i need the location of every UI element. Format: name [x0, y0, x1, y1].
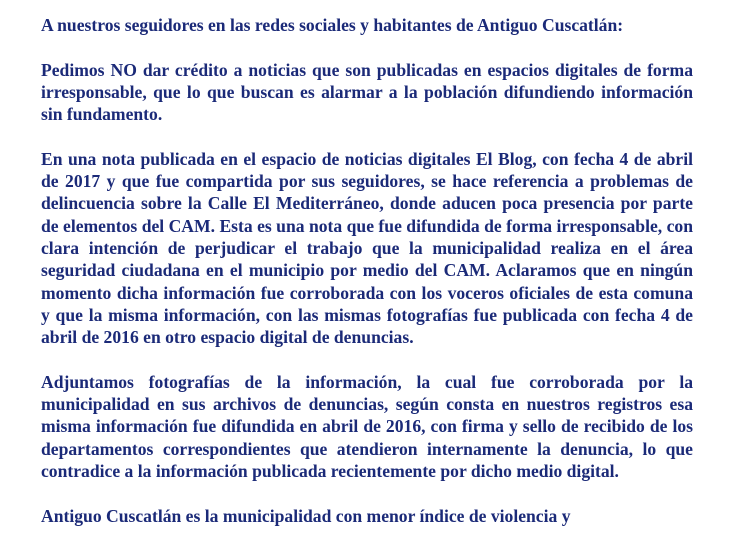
- document-heading: A nuestros seguidores en las redes sociales y habitantes de Antiguo Cuscatlán:: [41, 15, 624, 35]
- paragraph-blog-note: En una nota publicada en el espacio de noticias digitales El Blog, con fecha 4 de abril de 2017 y que fue compartida por sus seguidores, se hace referencia a problemas de delincuencia sobre la Calle El Mediterráneo, donde aducen poca presencia por parte de elementos del CAM. Esta es una nota que fue difundida de forma irresponsable, con clara intención de perjudicar el trabajo que la municipalidad realiza en el área seguridad ciudadana en el municipio por medio del CAM. Aclaramos que en ningún momento dicha información fue corroborada con los voceros oficiales de esta comuna y que la misma información, con las mismas fotografías fue publicada con fecha 4 de abril de 2016 en otro espacio digital de denuncias.: [41, 148, 693, 348]
- document-body: [41, 14, 693, 527]
- paragraph-notice: Pedimos NO dar crédito a noticias que son publicadas en espacios digitales de forma irresponsable, que lo que buscan es alarmar a la población difundiendo información sin fundamento.: [41, 59, 693, 125]
- paragraph-closing: Antiguo Cuscatlán es la municipalidad con menor índice de violencia y: [41, 505, 571, 526]
- paragraph-attached-photos: Adjuntamos fotografías de la información, la cual fue corroborada por la municipalidad en sus archivos de denuncias, según consta en nuestros registros esa misma información fue difundida en abril de 2016, con firma y sello de recibido de los departamentos correspondientes que atendieron internamente la denuncia, lo que contradice a la información publicada recientemente por dicho medio digital.: [41, 371, 693, 481]
